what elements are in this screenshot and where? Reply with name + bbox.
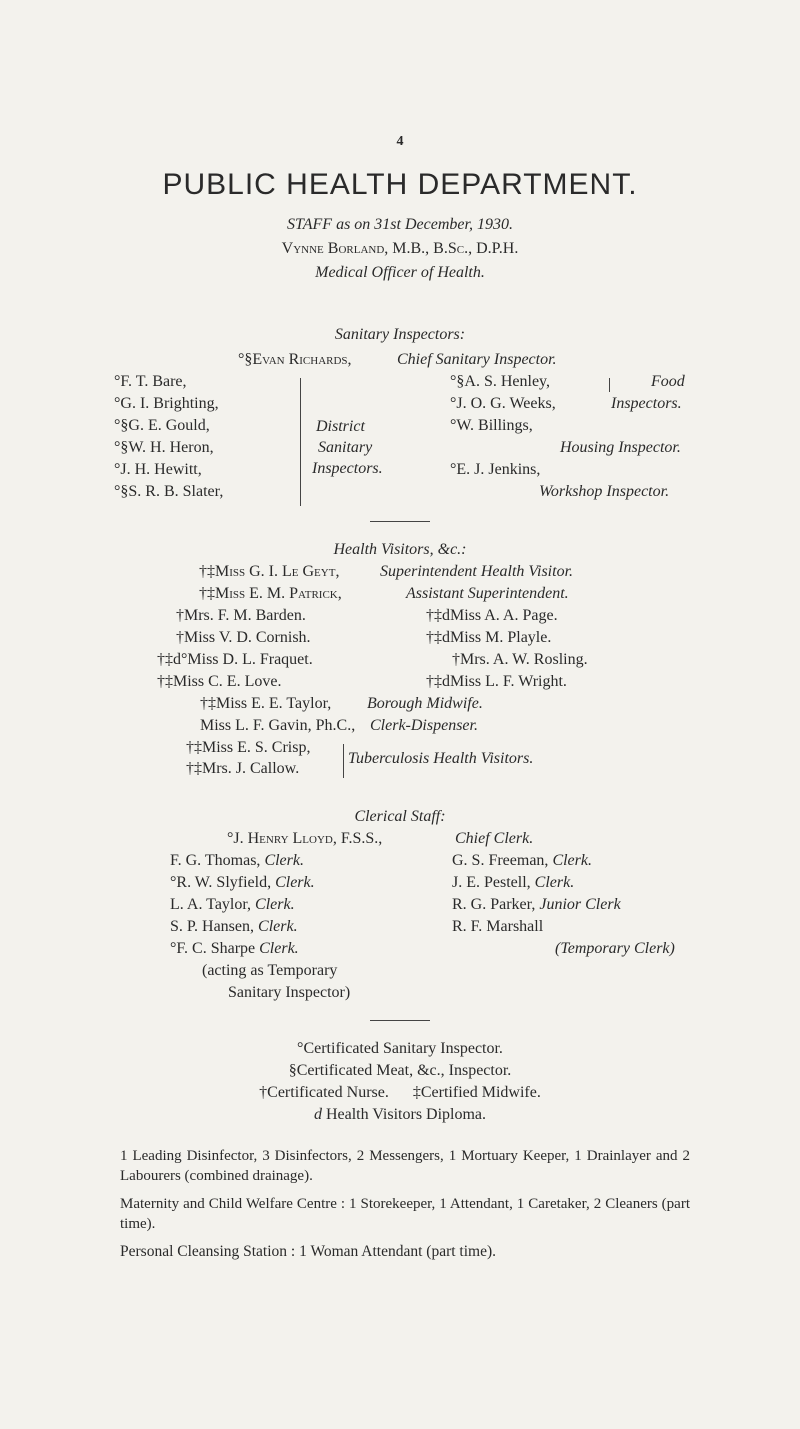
clerk-dispenser-title: Clerk-Dispenser. [370,717,478,734]
food-inspector: °§A. S. Henley, [450,373,551,390]
district-inspector: °G. I. Brighting, [114,395,219,412]
clerk-note: (acting as Temporary [202,962,338,979]
clerk-entry: °F. C. Sharpe Clerk. [170,940,299,957]
food-inspector: °J. O. G. Weeks, [450,395,556,412]
legend-line: †Certificated Nurse. ‡Certified Midwife. [259,1084,541,1101]
district-inspector: °F. T. Bare, [114,373,187,390]
midwife-name: †‡Miss E. E. Taylor, [200,695,332,712]
clerk-entry: S. P. Hansen, Clerk. [170,918,298,935]
clerk-entry: R. F. Marshall [452,918,544,935]
health-visitor: †Mrs. A. W. Rosling. [452,651,588,668]
health-visitor: †‡dMiss A. A. Page. [426,607,558,624]
district-label: Sanitary [318,439,373,456]
clerk-entry: R. G. Parker, Junior Clerk [452,896,621,913]
food-label: Inspectors. [611,395,682,412]
supt-name: †‡Miss G. I. Le Geyt, [199,563,340,580]
clerk-note: (Temporary Clerk) [555,940,675,957]
tb-visitor: †‡Mrs. J. Callow. [186,760,300,777]
note-paragraph: Personal Cleansing Station : 1 Woman Attendant (part time). [120,1243,497,1260]
staff-date: STAFF as on 31st December, 1930. [287,216,513,233]
clerk-entry: °R. W. Slyfield, Clerk. [170,874,315,891]
legend-line: §Certificated Meat, &c., Inspector. [288,1062,512,1079]
note-paragraph: 1 Leading Disinfector, 3 Disinfectors, 2 Messengers, 1 Mortuary Keeper, 1 Drainlayer and 2 Labourers (combined drainage). [120,1148,690,1184]
supt-title: Superintendent Health Visitor. [380,563,574,580]
health-visitor: †‡Miss C. E. Love. [157,673,282,690]
district-inspector: °J. H. Hewitt, [114,461,202,478]
chief-clerk-title: Chief Clerk. [455,830,534,847]
section-divider [370,521,430,522]
section-divider [370,1020,430,1021]
housing-inspector-name: °W. Billings, [450,417,533,434]
district-inspector: °§W. H. Heron, [114,439,214,456]
page-number: 4 [396,134,404,149]
district-label: Inspectors. [312,460,383,477]
clerk-entry: G. S. Freeman, Clerk. [452,852,592,869]
moh-name: Vynne Borland, M.B., B.Sc., D.P.H. [281,240,519,257]
note-paragraph: Maternity and Child Welfare Centre : 1 Storekeeper, 1 Attendant, 1 Caretaker, 2 Cleaners (part time). [120,1196,690,1232]
housing-inspector-title: Housing Inspector. [560,439,681,456]
chief-sanitary-title: Chief Sanitary Inspector. [397,351,557,368]
clerk-entry: L. A. Taylor, Clerk. [170,896,295,913]
page-title: PUBLIC HEALTH DEPARTMENT. [162,168,638,201]
asst-title: Assistant Superintendent. [406,585,569,602]
clerk-note: Sanitary Inspector) [228,984,351,1001]
district-brace [300,378,301,506]
asst-name: †‡Miss E. M. Patrick, [199,585,342,602]
legend-line: d Health Visitors Diploma. [313,1106,487,1123]
tb-visitor: †‡Miss E. S. Crisp, [186,739,311,756]
workshop-inspector-title: Workshop Inspector. [539,483,670,500]
food-brace [609,378,610,392]
health-visitor: †Miss V. D. Cornish. [176,629,311,646]
chief-sanitary-name: °§Evan Richards, [238,351,352,368]
health-visitor: †Mrs. F. M. Barden. [176,607,306,624]
clerk-entry: F. G. Thomas, Clerk. [170,852,304,869]
clerk-dispenser-name: Miss L. F. Gavin, Ph.C., [200,717,356,734]
tb-title: Tuberculosis Health Visitors. [348,750,534,767]
sanitary-heading: Sanitary Inspectors: [334,326,466,343]
health-visitor: †‡d°Miss D. L. Fraquet. [157,651,313,668]
district-label: District [316,418,365,435]
district-inspector: °§S. R. B. Slater, [114,483,224,500]
midwife-title: Borough Midwife. [367,695,483,712]
health-visitor: †‡dMiss M. Playle. [426,629,552,646]
clerical-heading: Clerical Staff: [354,808,446,825]
chief-clerk-name: °J. Henry Lloyd, F.S.S., [227,830,383,847]
tb-brace [343,744,344,778]
food-label: Food [651,373,685,390]
health-heading: Health Visitors, &c.: [333,541,467,558]
clerk-entry: J. E. Pestell, Clerk. [452,874,575,891]
moh-title: Medical Officer of Health. [315,264,485,281]
district-inspector: °§G. E. Gould, [114,417,210,434]
health-visitor: †‡dMiss L. F. Wright. [426,673,567,690]
legend-line: °Certificated Sanitary Inspector. [297,1040,503,1057]
workshop-inspector-name: °E. J. Jenkins, [450,461,541,478]
